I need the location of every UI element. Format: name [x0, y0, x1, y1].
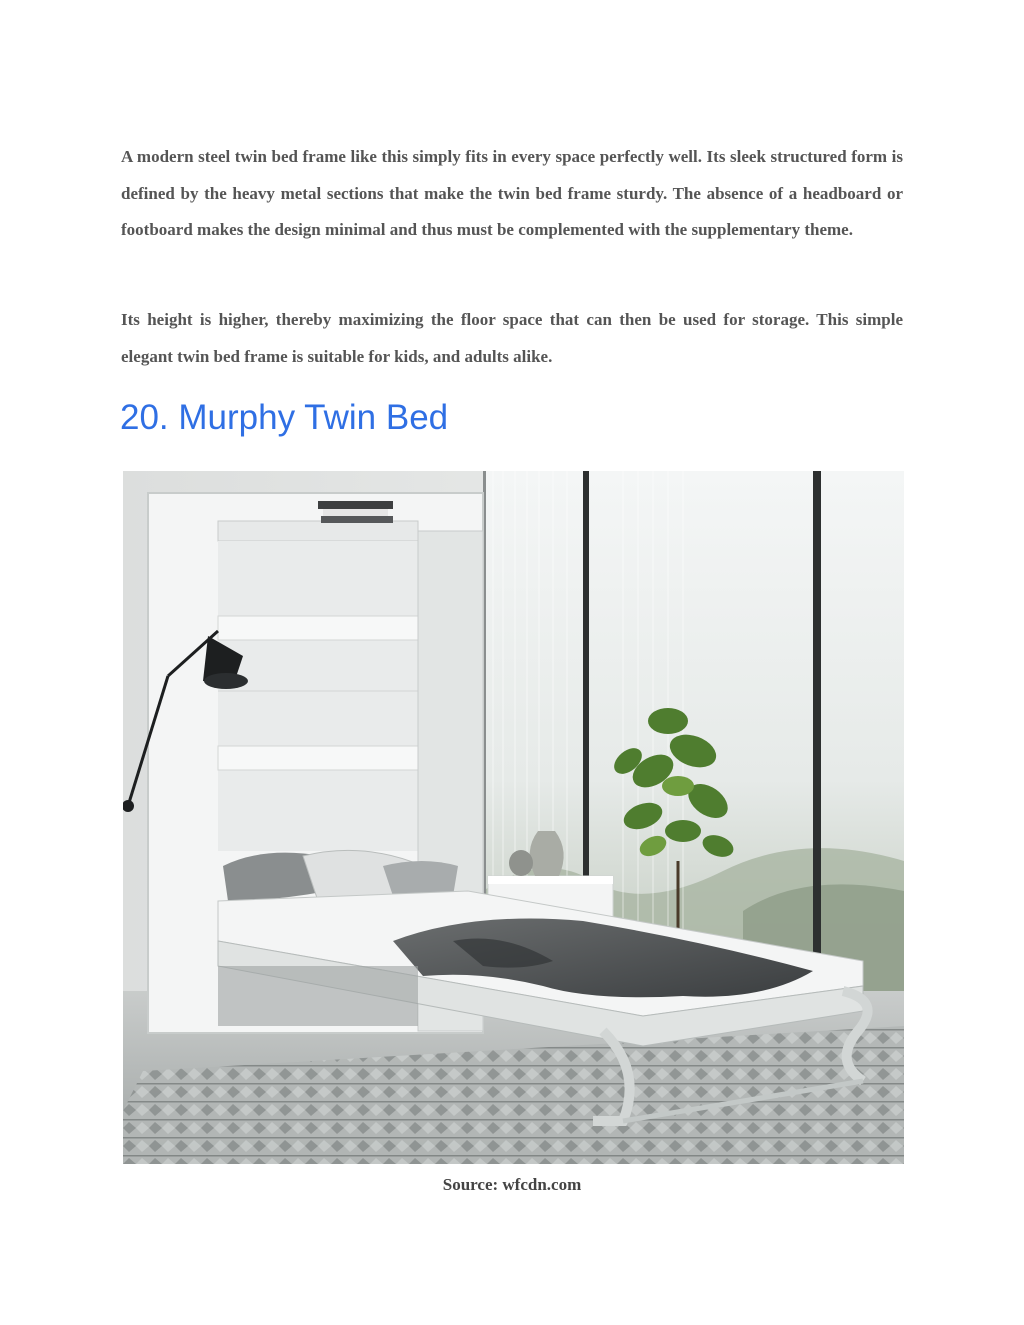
murphy-bed-photo: [123, 471, 904, 1164]
image-caption: Source: wfcdn.com: [442, 1175, 582, 1194]
paragraph-steel-bed-frame: A modern steel twin bed frame like this simply fits in every space perfectly well. Its sleek structured form is defined by the heavy metal sections that make the twin bed frame sturdy. The absence of a headboard or footboard makes the design minimal and thus must be complemented with the supplementary theme.: [121, 147, 903, 239]
section-heading: 20. Murphy Twin Bed: [120, 398, 449, 437]
paragraph-height-storage: Its height is higher, thereby maximizing the floor space that can then be used for storage. This simple elegant twin bed frame is suitable for kids, and adults alike.: [121, 310, 903, 366]
